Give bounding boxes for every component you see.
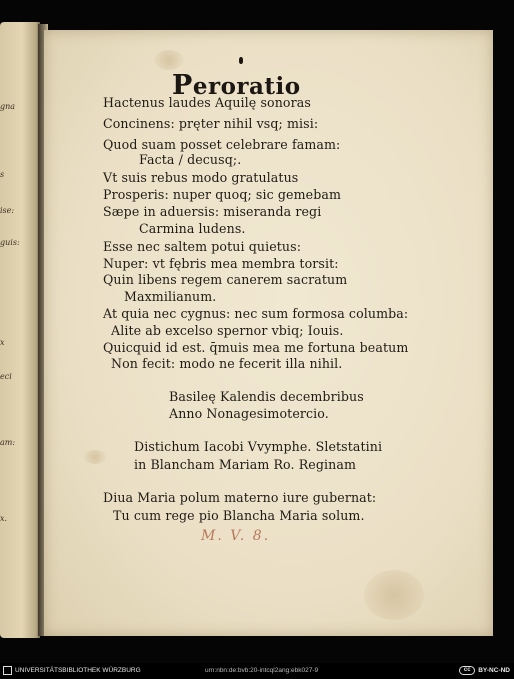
paper-stain xyxy=(364,570,424,620)
verse-line: Prosperis: nuper quoq; sic gemebam xyxy=(103,187,342,202)
verse-line: Quicquid id est. q̄muis mea me fortuna beatum xyxy=(103,340,409,355)
verse-line: Non fecit: modo ne fecerit illa nihil. xyxy=(111,356,343,371)
facing-page-fragment: x. xyxy=(0,514,8,523)
verse-line: Vt suis rebus modo gratulatus xyxy=(103,170,299,185)
verse-line: Alite ab excelso spernor vbiq; Iouis. xyxy=(111,323,344,338)
paper-stain xyxy=(154,50,184,70)
library-logo-icon xyxy=(3,666,12,675)
facing-page xyxy=(0,22,40,638)
facing-page-fragment: am: xyxy=(0,438,16,447)
title-initial: P xyxy=(172,70,193,101)
cc-icon: cc xyxy=(459,666,475,675)
distichum-heading: in Blancham Mariam Ro. Reginam xyxy=(134,457,357,472)
distichum-line: Tu cum rege pio Blancha Maria solum. xyxy=(113,508,365,523)
facing-page-fragment: guis: xyxy=(0,238,20,247)
facing-page-fragment: s xyxy=(0,170,5,179)
distichum-heading: Distichum Iacobi Vvymphe. Sletstatini xyxy=(134,439,383,454)
verse-line: Sæpe in aduersis: miseranda regi xyxy=(103,204,322,219)
dateline: Basileę Kalendis decembribus xyxy=(169,389,364,404)
urn-identifier: urn:nbn:de:bvb:20-intcql2ang:ebk027-9 xyxy=(205,667,319,674)
verse-line: Quod suam posset celebrare famam: xyxy=(103,137,341,152)
dateline: Anno Nonagesimotercio. xyxy=(169,406,329,421)
paper-stain xyxy=(84,450,106,464)
facing-page-fragment: eci xyxy=(0,372,12,381)
license-badge[interactable] xyxy=(459,666,510,675)
verse-line: Carmina ludens. xyxy=(139,221,246,236)
verse-line: Hactenus laudes Aquilę sonoras xyxy=(103,95,311,110)
library-name: UNIVERSITÄTSBIBLIOTHEK WÜRZBURG xyxy=(15,667,141,674)
verse-line: Maxmilianum. xyxy=(124,289,217,304)
verse-line: Concinens: pręter nihil vsq; misi: xyxy=(103,116,319,131)
facing-page-fragment: ise: xyxy=(0,206,15,215)
manuscript-shelfmark: M. V. 8. xyxy=(201,528,271,544)
verse-line: At quia nec cygnus: nec sum formosa columba: xyxy=(103,306,409,321)
ink-dot xyxy=(239,57,243,64)
verse-line: Facta / decusq;. xyxy=(139,152,242,167)
verse-line: Quin libens regem canerem sacratum xyxy=(103,272,348,287)
verse-line: Esse nec saltem potui quietus: xyxy=(103,239,302,254)
library-credit xyxy=(3,666,141,675)
viewer-footer xyxy=(0,663,514,679)
verse-line: Nuper: vt fębris mea membra torsit: xyxy=(103,256,339,271)
facing-page-fragment: x xyxy=(0,338,5,347)
title-rest: eroratio xyxy=(192,73,301,100)
facing-page-fragment: gna xyxy=(0,102,16,111)
license-label: BY-NC-ND xyxy=(478,667,510,674)
distichum-line: Diua Maria polum materno iure gubernat: xyxy=(103,490,377,505)
